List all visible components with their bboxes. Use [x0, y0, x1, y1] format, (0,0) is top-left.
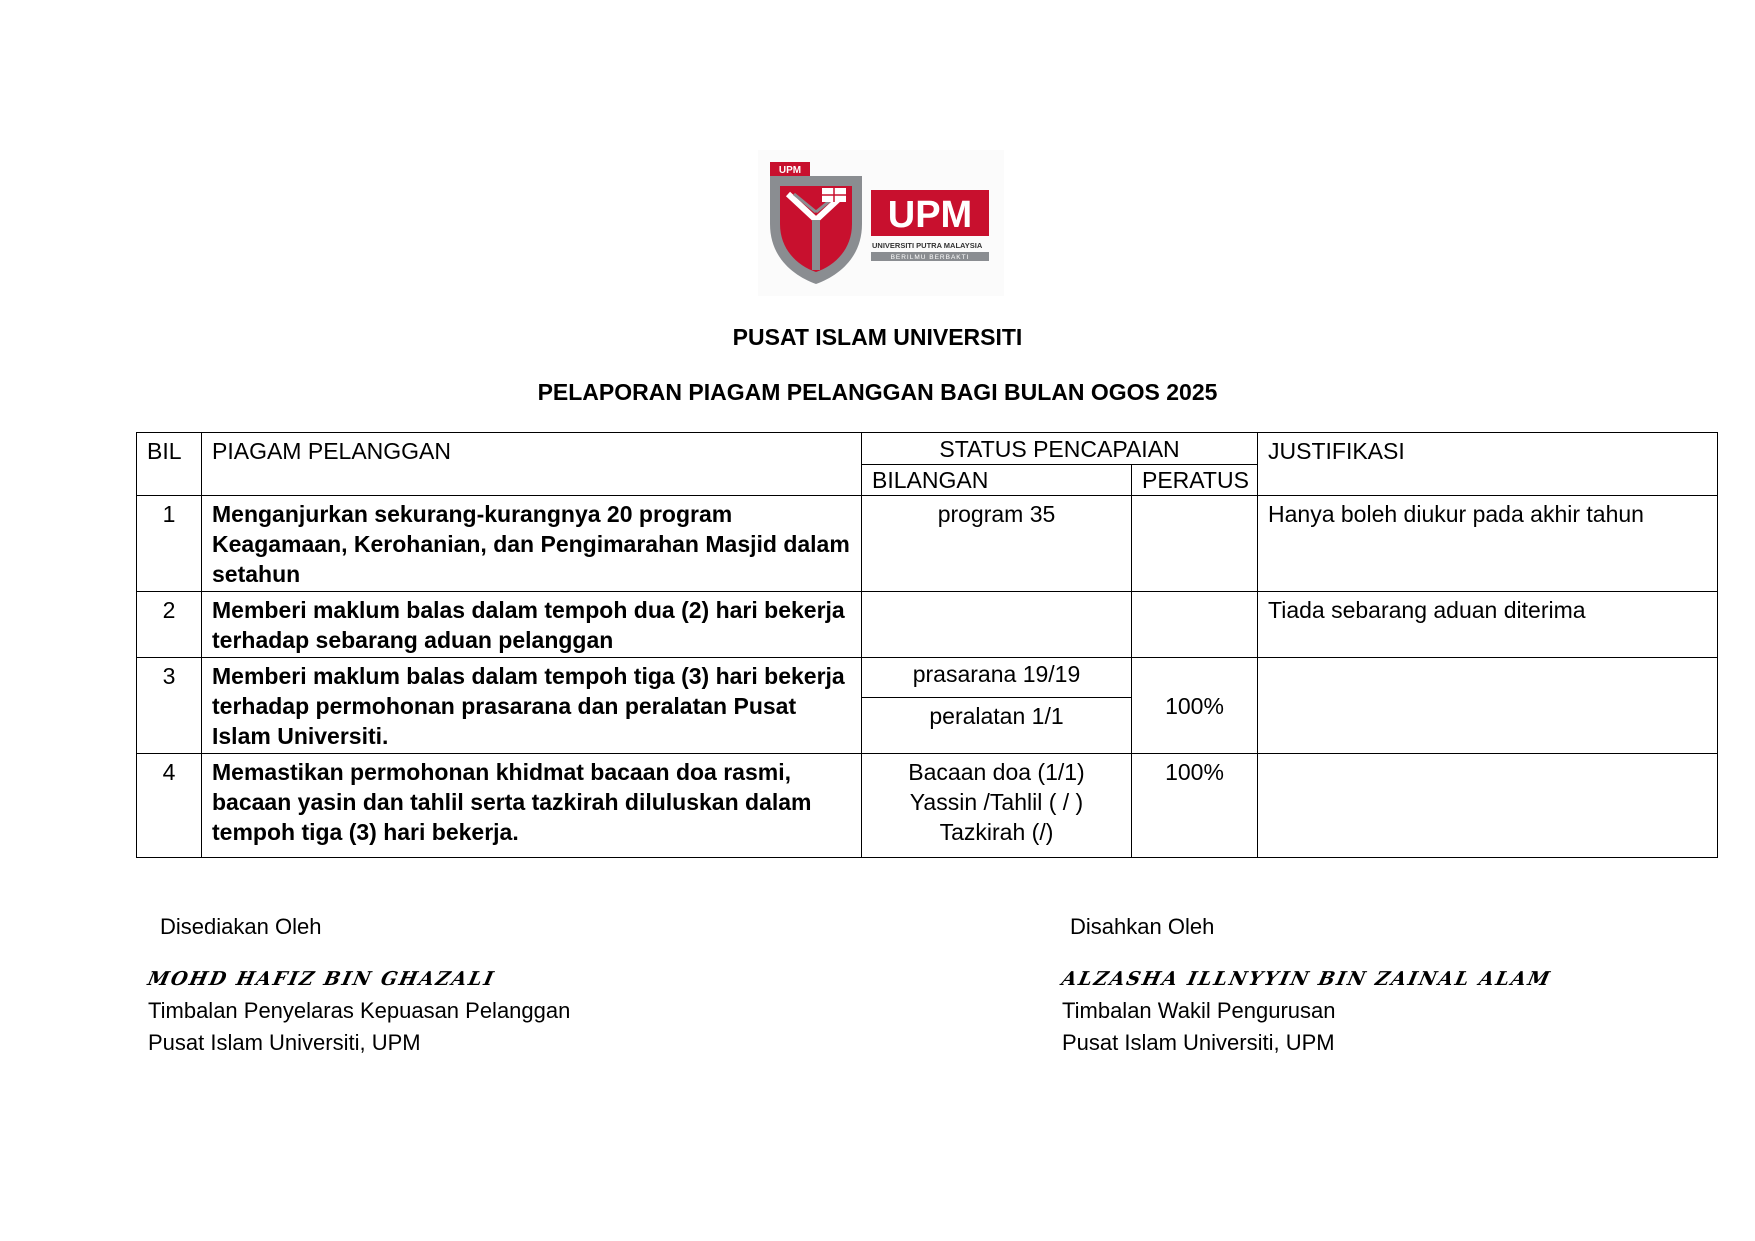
logo-motto: BERILMU BERBAKTI — [890, 254, 970, 261]
prepared-by-label: Disediakan Oleh — [160, 914, 322, 939]
row-count-infrastructure: prasarana 19/19 — [862, 658, 1132, 698]
prepared-by-org: Pusat Islam Universiti, UPM — [148, 1030, 421, 1055]
count-line-tazkirah: Tazkirah (/) — [939, 819, 1054, 845]
row-bil: 3 — [137, 658, 202, 754]
table-row — [137, 496, 1718, 592]
row-bil: 4 — [137, 754, 202, 858]
page-subtitle: PELAPORAN PIAGAM PELANGGAN BAGI BULAN OGOS 2025 — [537, 379, 1218, 405]
row-percent: 100% — [1132, 754, 1258, 858]
row-justification — [1258, 658, 1718, 754]
logo-wordmark: UPM — [887, 194, 973, 236]
row-charter: Memberi maklum balas dalam tempoh tiga (3) hari bekerja terhadap permohonan prasarana dan peralatan Pusat Islam Universiti. — [202, 658, 862, 754]
row-percent — [1132, 592, 1258, 658]
page-title: PUSAT ISLAM UNIVERSITI — [732, 324, 1023, 350]
row-justification — [1258, 754, 1718, 858]
approved-by-name: ALZASHA ILLNYYIN BIN ZAINAL ALAM — [1059, 968, 1554, 990]
row-count — [862, 592, 1132, 658]
prepared-by-name: MOHD HAFIZ BIN GHAZALI — [145, 968, 498, 990]
row-percent — [1132, 496, 1258, 592]
row-justification: Tiada sebarang aduan diterima — [1258, 592, 1718, 658]
approved-by-position: Timbalan Wakil Pengurusan — [1062, 998, 1336, 1023]
row-percent: 100% — [1132, 658, 1258, 754]
table-row — [137, 592, 1718, 658]
row-charter: Memastikan permohonan khidmat bacaan doa rasmi, bacaan yasin dan tahlil serta tazkirah diluluskan dalam tempoh tiga (3) hari bekerja. — [202, 754, 862, 858]
row-count-equipment: peralatan 1/1 — [862, 698, 1132, 754]
header-bil: BIL — [137, 433, 202, 496]
table-row — [137, 754, 1718, 858]
upm-logo — [758, 150, 1004, 296]
row-bil: 1 — [137, 496, 202, 592]
header-justification: JUSTIFIKASI — [1258, 433, 1718, 496]
header-status: STATUS PENCAPAIAN — [862, 433, 1258, 465]
prepared-by-block — [145, 962, 571, 1059]
logo-university-name: UNIVERSITI PUTRA MALAYSIA — [872, 241, 983, 250]
header-count: BILANGAN — [862, 465, 1132, 496]
prepared-by-position: Timbalan Penyelaras Kepuasan Pelanggan — [148, 998, 571, 1023]
approved-by-org: Pusat Islam Universiti, UPM — [1062, 1030, 1335, 1055]
header-charter: PIAGAM PELANGGAN — [202, 433, 862, 496]
row-justification: Hanya boleh diukur pada akhir tahun — [1258, 496, 1718, 592]
logo-badge-text: UPM — [778, 165, 802, 176]
row-bil: 2 — [137, 592, 202, 658]
count-line-yassin: Yassin /Tahlil ( / ) — [909, 789, 1084, 815]
row-charter: Memberi maklum balas dalam tempoh dua (2) hari bekerja terhadap sebarang aduan pelanggan — [202, 592, 862, 658]
row-count — [862, 754, 1132, 858]
table-header-row — [137, 433, 1718, 465]
row-count: program 35 — [862, 496, 1132, 592]
charter-table — [136, 432, 1718, 858]
count-line-prayer: Bacaan doa (1/1) — [908, 759, 1085, 785]
row-charter: Menganjurkan sekurang-kurangnya 20 program Keagamaan, Kerohanian, dan Pengimarahan Masjid dalam setahun — [202, 496, 862, 592]
header-percent: PERATUS — [1132, 465, 1258, 496]
approved-by-block — [1059, 962, 1554, 1059]
table-row — [137, 658, 1718, 698]
approved-by-label: Disahkan Oleh — [1070, 914, 1215, 939]
